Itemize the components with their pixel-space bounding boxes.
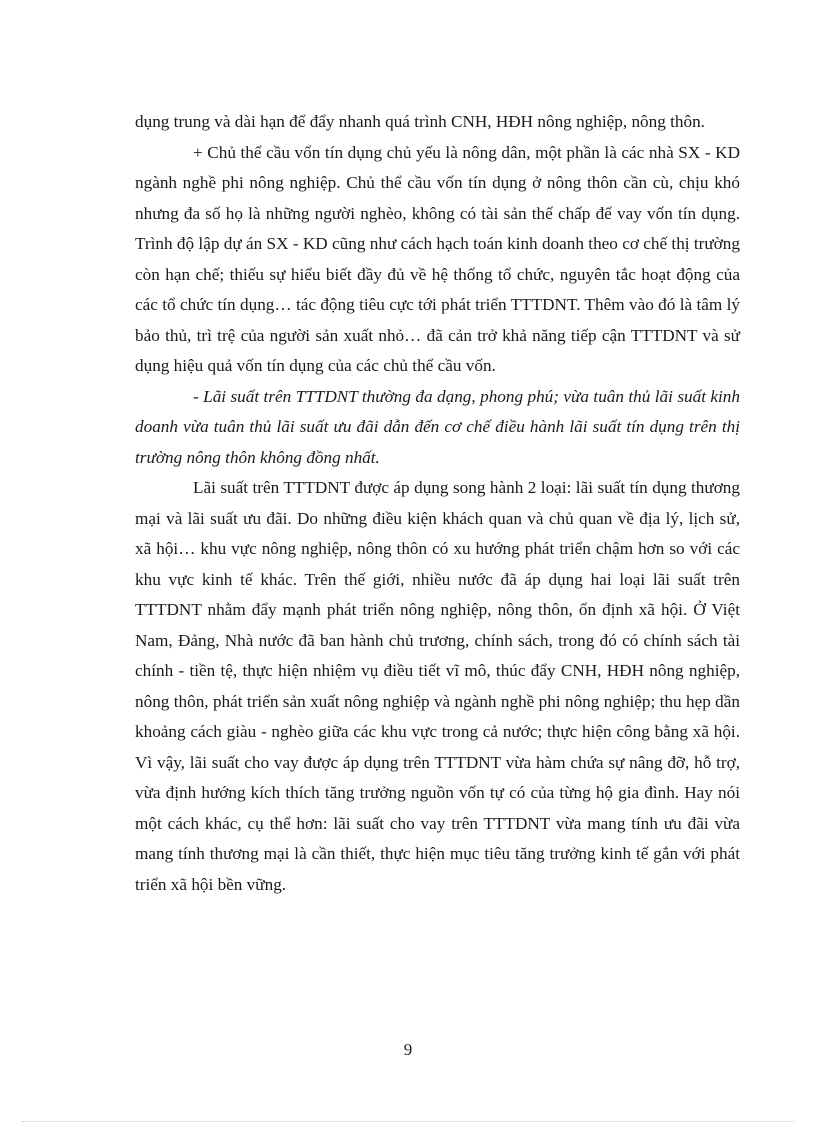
paragraph-interest-rate-body: Lãi suất trên TTTDNT được áp dụng song hành 2 loại: lãi suất tín dụng thương mại và lãi suất ưu đãi. Do những điều kiện khách quan và chủ quan về địa lý, lịch sử, xã hội… khu vực nông nghiệp, nông thôn có xu hướng phát triển chậm hơn so với các khu vực kinh tế khác. Trên thế giới, nhiều nước đã áp dụng hai loại lãi suất trên TTTDNT nhằm đẩy mạnh phát triển nông nghiệp, nông thôn, ổn định xã hội. Ở Việt Nam, Đảng, Nhà nước đã ban hành chủ trương, chính sách, trong đó có chính sách tài chính - tiền tệ, thực hiện nhiệm vụ điều tiết vĩ mô, thúc đẩy CNH, HĐH nông nghiệp, nông thôn, phát triển sản xuất nông nghiệp và ngành nghề phi nông nghiệp; thu hẹp dần khoảng cách giàu - nghèo giữa các khu vực trong cả nước; thực hiện công bằng xã hội. Vì vậy, lãi suất cho vay được áp dụng trên TTTDNT vừa hàm chứa sự nâng đỡ, hỗ trợ, vừa định hướng kích thích tăng trưởng nguồn vốn tự có của từng hộ gia đình. Hay nói một cách khác, cụ thể hơn: lãi suất cho vay trên TTTDNT vừa mang tính ưu đãi vừa mang tính thương mại là cần thiết, thực hiện mục tiêu tăng trưởng kinh tế gắn với phát triển xã hội bền vững. xyxy=(135,478,740,894)
page-number: 9 xyxy=(403,1040,413,1059)
body-text xyxy=(135,107,740,900)
page-bottom-divider xyxy=(22,1121,794,1122)
paragraph-interest-rate-heading: - Lãi suất trên TTTDNT thường đa dạng, phong phú; vừa tuân thủ lãi suất kinh doanh vừa tuân thủ lãi suất ưu đãi dẫn đến cơ chế điều hành lãi suất tín dụng trên thị trường nông thôn không đồng nhất. xyxy=(135,386,740,467)
paragraph-continuation: dụng trung và dài hạn để đẩy nhanh quá trình CNH, HĐH nông nghiệp, nông thôn. xyxy=(135,112,705,131)
paragraph-credit-demand-subjects: + Chủ thể cầu vốn tín dụng chủ yếu là nông dân, một phần là các nhà SX - KD ngành nghề phi nông nghiệp. Chủ thể cầu vốn tín dụng ở nông thôn cần cù, chịu khó nhưng đa số họ là những người nghèo, không có tài sản thế chấp để vay vốn tín dụng. Trình độ lập dự án SX - KD cũng như cách hạch toán kinh doanh theo cơ chế thị trường còn hạn chế; thiếu sự hiểu biết đầy đủ về hệ thống tổ chức, nguyên tắc hoạt động của các tổ chức tín dụng… tác động tiêu cực tới phát triển TTTDNT. Thêm vào đó là tâm lý bảo thủ, trì trệ của người sản xuất nhỏ… đã cản trở khả năng tiếp cận TTTDNT và sử dụng hiệu quả vốn tín dụng của các chủ thể cầu vốn. xyxy=(135,142,740,375)
